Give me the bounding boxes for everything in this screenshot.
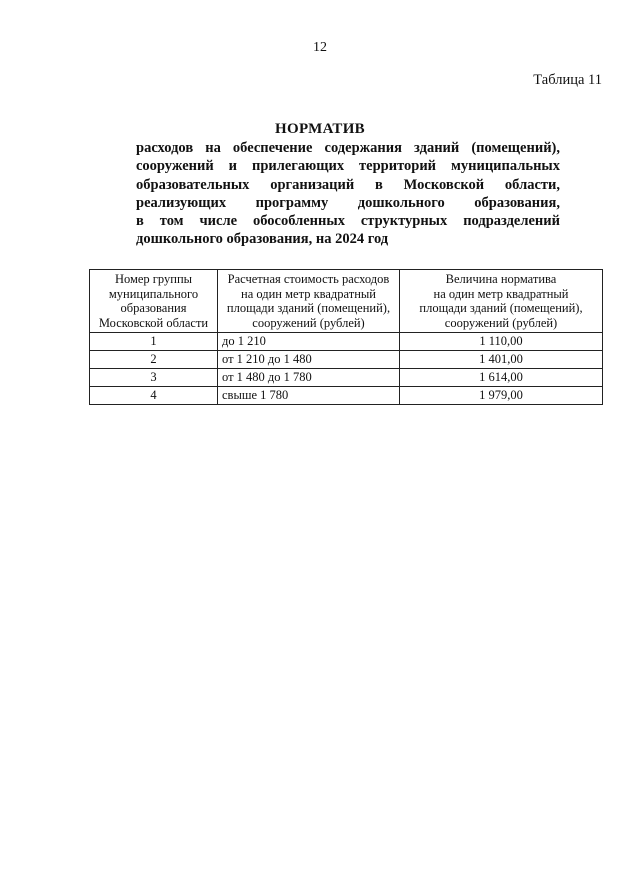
cell-group-number: 1	[90, 333, 218, 351]
header-line: на один метр квадратный	[241, 286, 376, 301]
table-row	[90, 351, 603, 369]
table-header-row	[90, 270, 603, 333]
header-line: Московской области	[98, 315, 209, 330]
header-line: муниципального	[108, 286, 199, 301]
subtitle-line: образовательных организаций в Московской области,	[136, 176, 560, 193]
header-line: образования	[120, 301, 187, 316]
header-line: Номер группы	[114, 272, 193, 286]
subtitle-line: реализующих программу дошкольного образования,	[136, 194, 560, 211]
header-estimated-cost	[218, 270, 400, 333]
header-norm-value	[400, 270, 603, 333]
cell-norm-value: 1 110,00	[400, 333, 603, 351]
table-row	[90, 369, 603, 387]
subtitle-line: в том числе обособленных структурных подразделений	[136, 213, 560, 230]
header-line: площади зданий (помещений),	[419, 301, 583, 316]
document-title: НОРМАТИВ	[275, 121, 365, 137]
norm-table	[89, 269, 603, 405]
header-line: Расчетная стоимость расходов	[227, 272, 390, 286]
cell-norm-value: 1 614,00	[400, 369, 603, 387]
table-row	[90, 333, 603, 351]
header-line: площади зданий (помещений),	[226, 301, 391, 316]
header-group-number	[90, 270, 218, 333]
table-row	[90, 387, 603, 405]
cell-estimated-cost: свыше 1 780	[218, 387, 400, 405]
subtitle-line: сооружений и прилегающих территорий муниципальных	[136, 158, 560, 175]
document-subtitle	[136, 139, 560, 249]
page-number: 12	[313, 40, 327, 55]
subtitle-line: дошкольного образования, на 2024 год	[136, 231, 389, 248]
table-label: Таблица 11	[533, 72, 602, 88]
cell-group-number: 3	[90, 369, 218, 387]
header-line: сооружений (рублей)	[252, 315, 365, 330]
cell-group-number: 4	[90, 387, 218, 405]
header-line: на один метр квадратный	[433, 286, 569, 301]
cell-norm-value: 1 401,00	[400, 351, 603, 369]
header-line: Величина норматива	[445, 272, 557, 286]
subtitle-line: расходов на обеспечение содержания зданий (помещений),	[136, 140, 560, 156]
cell-estimated-cost: до 1 210	[218, 333, 400, 351]
cell-group-number: 2	[90, 351, 218, 369]
cell-estimated-cost: от 1 480 до 1 780	[218, 369, 400, 387]
cell-norm-value: 1 979,00	[400, 387, 603, 405]
header-line: сооружений (рублей)	[444, 315, 558, 330]
cell-estimated-cost: от 1 210 до 1 480	[218, 351, 400, 369]
